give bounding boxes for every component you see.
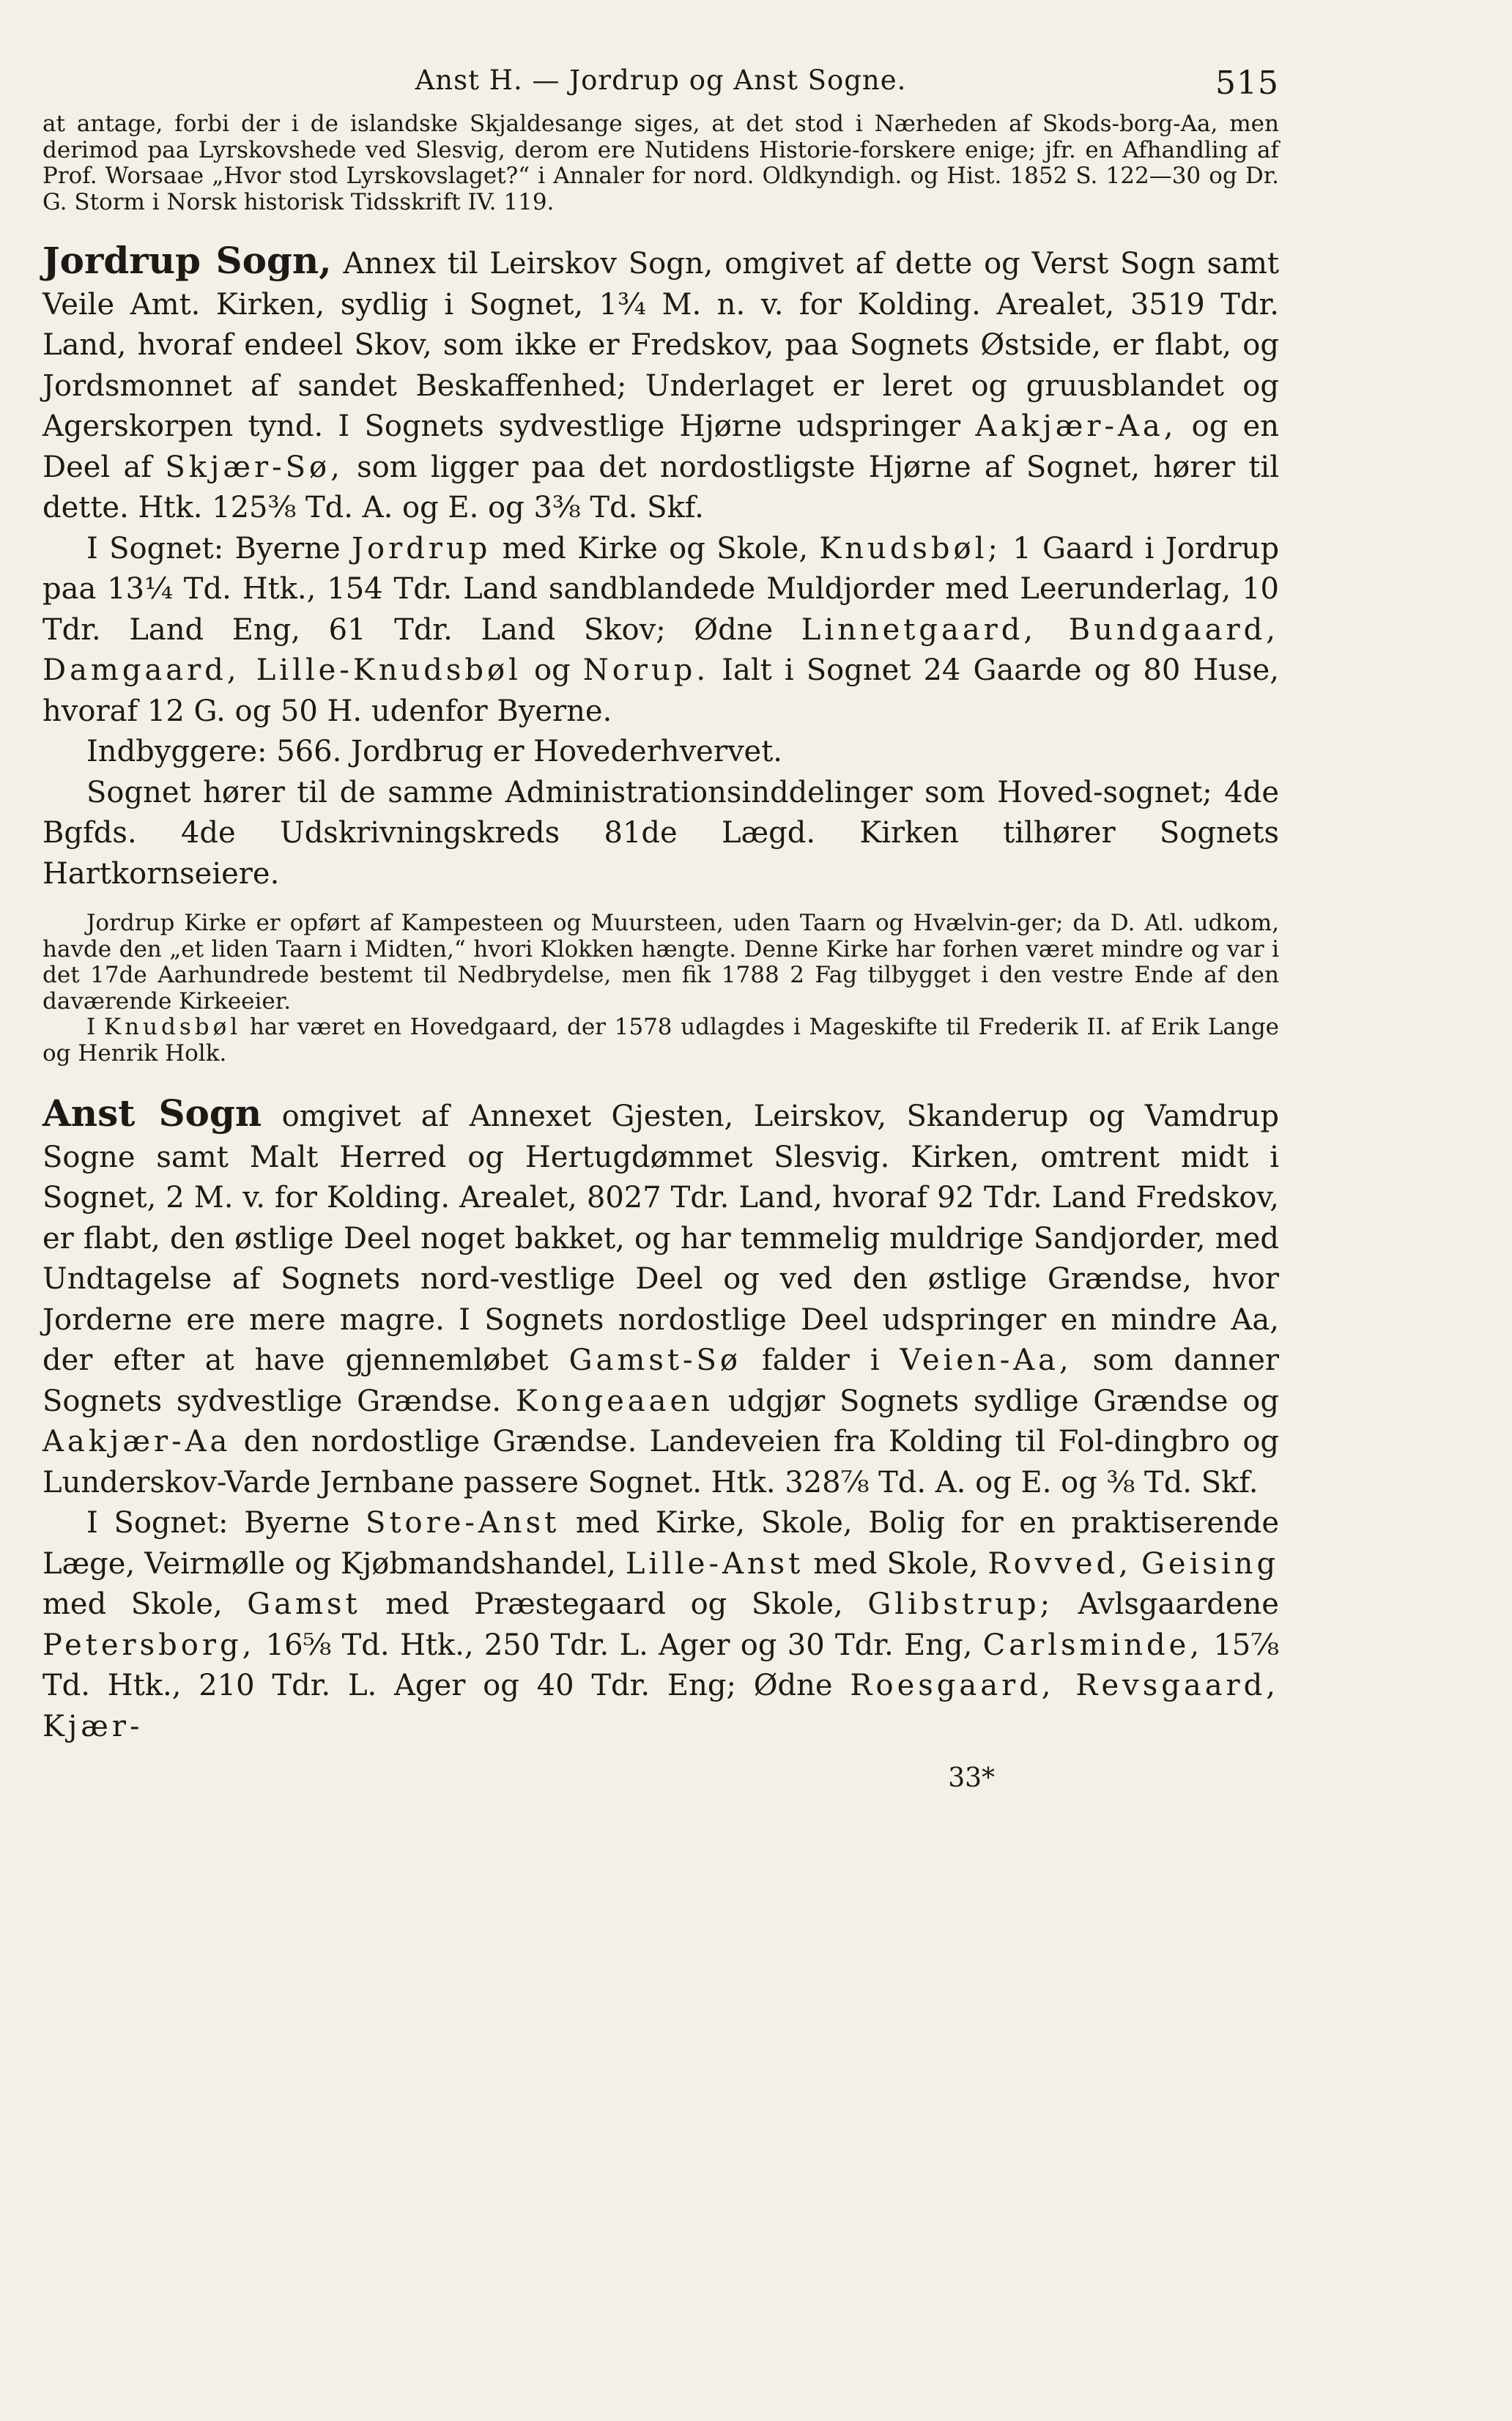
anst-p1-mid: falder i [761,1343,880,1377]
note2-end: har været en Hovedgaard, der 1578 udlagdes i Mageskifte til Frederik II. af Erik Lange og Henrik Holk. [42,1014,1280,1067]
anst-p1-mid2: som danner Sognets sydvestlige Grændse. [42,1343,1280,1418]
anst-heading: Anst Sogn [42,1091,262,1135]
anst-p2-mid2: med Skole, [813,1546,979,1581]
anst-town-rovved: Rovved, [987,1546,1132,1581]
jordrup-p2-start: I Sognet: Byerne [86,531,341,566]
jordrup-town-jordrup: Jordrup [352,531,492,566]
anst-farm-carlsminde: Carlsminde, [982,1628,1204,1662]
jordrup-heading: Jordrup Sogn, [42,239,332,282]
anst-p2-mid1: med Kirke, Skole, Bolig for en praktiserende Læge, Veirmølle og Kjøbmandshandel, [42,1506,1280,1581]
anst-town-store-anst: Store-Anst [366,1506,560,1540]
note2-knudsbol: Knudsbøl [103,1014,242,1040]
anst-p2-mid6: 16⅝ Td. Htk., 250 Tdr. L. Ager og 30 Tdr. Eng, [265,1628,973,1662]
anst-p2-mid4: med Præstegaard og Skole, [385,1587,843,1621]
jordrup-p1-text: Annex til Leirskov Sogn, omgivet af dette og Verst Sogn samt Veile Amt. Kirken, sydlig i Sognet, 1¾ M. n. v. for Kolding. Arealet, 3519 Tdr. Land, hvoraf endeel Skov, som ikke er Fredskov, paa Sognets Østside, er flabt, og Jordsmonnet af sandet Beskaffenhed; Underlaget er leret og gruusblandet og Agerskorpen tynd. I Sognets sydvestlige Hjørne udspringer [42,247,1280,443]
jordrup-p2-mid2: 1 Gaard i Jordrup paa 13¼ Td. Htk., 154 Tdr. Land sandblandede Muldjorder med Leerunderlag, 10 Tdr. Land Eng, 61 Tdr. Land Skov; Ødne [42,531,1280,647]
jordrup-p2-mid1: med Kirke og Skole, [502,531,809,566]
jordrup-river: Aakjær-Aa, [975,409,1177,443]
jordrup-p2-og: og [533,653,571,687]
running-header [42,64,1279,111]
anst-p2-mid7: 15⅞ Td. Htk., 210 Tdr. L. Ager og 40 Tdr. Eng; Ødne [42,1628,1280,1702]
anst-p1-mid3: udgjør Sognets sydlige Grændse og [727,1384,1279,1418]
jordrup-town-knudsbol: Knudsbøl; [819,531,1001,566]
anst-p2-mid5: Avlsgaardene [1078,1587,1279,1621]
anst-p2-start: I Sognet: Byerne [86,1506,350,1540]
anst-town-lille-anst: Lille-Anst [625,1546,804,1581]
anst-river-aakjaer: Aakjær-Aa [42,1425,231,1458]
jordrup-p1-end: som ligger paa det nordostligste Hjørne af Sognet, hører til dette. Htk. 125⅜ Td. A. og E. og 3⅜ Td. Skf. [42,450,1280,524]
anst-paragraph-2 [42,1503,1279,1747]
jordrup-paragraph-1 [42,240,1279,529]
anst-paragraph-1 [42,1093,1279,1503]
note2-start: I [86,1014,96,1040]
anst-town-glibstrup: Glibstrup; [867,1587,1054,1621]
jordrup-p1-mid: og en Deel af [42,409,1279,484]
jordrup-note-2 [42,1015,1279,1067]
intro-paragraph: at antage, forbi der i de islandske Skjaldesange siges, at det stod i Nærheden af Skods-borg-Aa, men derimod paa Lyrskovshede ved Slesvig, derom ere Nutidens Historie-forskere enige; jfr. en Afhandling af Prof. Worsaae „Hvor stod Lyrskovslaget?“ i Annaler for nord. Oldkyndigh. og Hist. 1852 S. 122—30 og Dr. G. Storm i Norsk historisk Tidsskrift IV. 119. [42,111,1279,215]
jordrup-paragraph-3: Indbyggere: 566. Jordbrug er Hovederhvervet. [86,735,783,768]
jordrup-paragraph-4: Sognet hører til de samme Administrationsinddelinger som Hoved-sognet; 4de Bgfds. 4de Udskrivningskreds 81de Lægd. Kirken tilhører Sognets Hartkornseiere. [42,775,1279,891]
anst-lake-gamst: Gamst-Sø [568,1343,741,1377]
running-title: Anst H. — Jordrup og Anst Sogne. [415,64,907,96]
anst-river-kongeaa: Kongeaaen [515,1384,714,1418]
anst-p1-end: den nordostlige Grændse. Landeveien fra Kolding til Fol-dingbro og Lunderskov-Varde Jernbane passere Sognet. Htk. 328⅞ Td. A. og E. og ⅜ Td. Skf. [42,1425,1279,1499]
anst-p2-mid3: med Skole, [42,1587,223,1621]
page-number: 515 [1215,64,1279,102]
jordrup-farm-norup: Norup. [582,653,710,687]
anst-river-veien: Veien-Aa, [900,1343,1072,1377]
anst-farm-petersborg: Petersborg, [42,1628,256,1662]
jordrup-p2-end: Ialt i Sognet 24 Gaarde og 80 Huse, hvoraf 12 G. og 50 H. udenfor Byerne. [42,653,1280,728]
anst-p1-text: omgivet af Annexet Gjesten, Leirskov, Skanderup og Vamdrup Sogne samt Malt Herred og Hertugdømmet Slesvig. Kirken, omtrent midt i Sognet, 2 M. v. for Kolding. Arealet, 8027 Tdr. Land, hvoraf 92 Tdr. Land Fredskov, er flabt, den østlige Deel noget bakket, og har temmelig muldrige Sandjorder, med Undtagelse af Sognets nord-vestlige Deel og ved den østlige Grændse, hvor Jorderne ere mere magre. I Sognets nordostlige Deel udspringer en mindre Aa, der efter at have gjennemløbet [42,1100,1279,1377]
anst-town-geising: Geising [1141,1546,1280,1581]
jordrup-lake: Skjær-Sø, [165,450,344,484]
jordrup-paragraph-2 [42,529,1279,733]
anst-farms-roesgaard-revsgaard: Roesgaard, Revsgaard, Kjær- [42,1669,1279,1743]
jordrup-farms: Linnetgaard, Bundgaard, Damgaard, Lille-Knudsbøl [42,612,1279,687]
jordrup-note-1: Jordrup Kirke er opført af Kampesteen og Muursteen, uden Taarn og Hvælvin-ger; da D. Atl. udkom, havde den „et liden Taarn i Midten,“ hvori Klokken hængte. Denne Kirke har forhen været mindre og var i det 17de Aarhundrede bestemt til Nedbrydelse, men fik 1788 2 Fag tilbygget i den vestre Ende af den daværende Kirkeeier. [42,910,1279,1015]
anst-town-gamst: Gamst [247,1587,361,1621]
signature-mark: 33* [948,1763,995,1793]
